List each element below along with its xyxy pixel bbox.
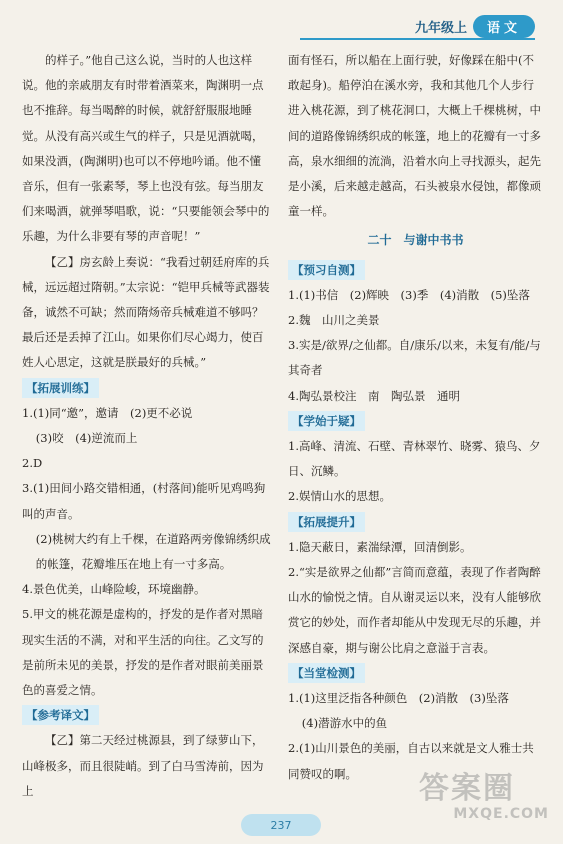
- answer-item: 1.(1)书信 (2)辉映 (3)季 (4)消散 (5)坠落: [288, 287, 530, 302]
- answer-item: 2.魏 山川之美景: [288, 313, 380, 328]
- right-column: [288, 48, 543, 787]
- right-paragraph-1: 面有怪石，所以船在上面行驶，好像踩在船中(不敢起身)。船停泊在溪水旁，我和其他几个人步行进入桃花源，到了桃花洞口，大概上千棵桃树，中间的道路像锦绣织成的帐篷，地上的花瓣有一寸多高，泉水细细的流淌，沿着水向上寻找源头，起先是小溪，后来越走越高，石头被泉水侵蚀，都像顽童一样。: [288, 53, 541, 219]
- answer-item: 1.(1)这里泛指各种颜色 (2)消散 (3)坠落: [288, 691, 509, 706]
- subject-badge: 语文: [473, 15, 535, 38]
- answer-item: (3)咬 (4)逆流而上: [35, 431, 138, 446]
- section-title-in-class-test: 【当堂检测】: [288, 663, 365, 683]
- chapter-title: 二十 与谢中书书: [367, 233, 464, 248]
- header-rule: [300, 38, 535, 40]
- answer-item: 2.(1)山川景色的美丽，自古以来就是文人雅士共同赞叹的啊。: [288, 741, 534, 781]
- answer-item: 1.高峰、清流、石壁、青林翠竹、晓雾、猿鸟、夕日、沉鳞。: [288, 439, 541, 479]
- left-paragraph-3: 【乙】第二天经过桃源县，到了绿萝山下，山峰极多，而且很陡峭。到了白马雪涛前，因为上: [22, 733, 264, 798]
- answer-item: (2)桃树大约有上千棵，在道路两旁像锦绣织成的帐篷，花瓣堆压在地上有一寸多高。: [35, 531, 271, 572]
- left-column: [22, 48, 272, 804]
- page-number: 237: [241, 814, 321, 836]
- answer-item: 2.“实是欲界之仙都”言简而意蕴，表现了作者陶醉山水的愉悦之情。自从谢灵运以来，没有人能够欣赏它的妙处，而作者却能从中发现无尽的乐趣，并深感自豪，期与谢公比肩之意溢于言表。: [288, 565, 541, 655]
- section-title-extension-improvement: 【拓展提升】: [288, 512, 365, 532]
- section-title-learning-from-questions: 【学始于疑】: [288, 411, 365, 431]
- page-header: [415, 14, 535, 38]
- left-paragraph-2: 【乙】房玄龄上奏说：“我看过朝廷府库的兵械，远远超过隋朝。”太宗说：“铠甲兵械等武器装备，诚然不可缺；然而隋炀帝兵械难道不够吗？最后还是丢掉了江山。如果你们尽心竭力，使百姓人心思定，这就是朕最好的兵械。”: [22, 254, 270, 370]
- watermark-logo: [419, 772, 549, 832]
- answer-item: 5.甲文的桃花源是虚构的，抒发的是作者对黑暗现实生活的不满，对和平生活的向往。乙文写的是前所未见的美景，抒发的是作者对眼前美丽景色的喜爱之情。: [22, 607, 264, 698]
- answer-item: 3.(1)田间小路交错相通，(村落间)能听见鸡鸣狗叫的声音。: [22, 481, 266, 521]
- grade-label: 九年级上: [414, 20, 467, 36]
- left-paragraph-1: 的样子。”他自己这么说，当时的人也这样说。他的亲戚朋友有时带着酒菜来，陶渊明一点也不推辞。每当喝醉的时候，就舒舒服服地睡觉。从没有高兴或生气的样子，只是见酒就喝，如果没酒，(陶渊明)也可以不停地吟诵。他不懂音乐，但有一张素琴，琴上也没有弦。每当朋友们来喝酒，就弹琴唱歌，说：“只要能领会琴中的乐趣，为什么非要有琴的声音呢！”: [22, 53, 270, 244]
- section-title-extension-training: 【拓展训练】: [22, 378, 99, 398]
- answer-item: 2.娱情山水的思想。: [288, 489, 391, 504]
- watermark-text: 答案圈: [419, 771, 515, 806]
- answer-item: (4)潜游水中的鱼: [301, 716, 388, 731]
- watermark-url: MXQE.COM: [453, 806, 549, 822]
- answer-item: 1.隐天蔽日，素湍绿潭，回清倒影。: [288, 539, 472, 554]
- answer-item: 3.实是/欲界/之仙都。自/康乐/以来，未复有/能/与其奇者: [288, 338, 541, 378]
- section-title-reference-translation: 【参考译文】: [22, 705, 99, 725]
- answer-item: 1.(1)同“邀”，邀请 (2)更不必说: [22, 405, 193, 420]
- answer-item: 4.陶弘景校注 南 陶弘景 通明: [288, 388, 460, 403]
- answer-item: 4.景色优美，山峰险峻，环境幽静。: [22, 582, 206, 597]
- answer-item: 2.D: [22, 456, 43, 471]
- section-title-preview-test: 【预习自测】: [288, 260, 365, 280]
